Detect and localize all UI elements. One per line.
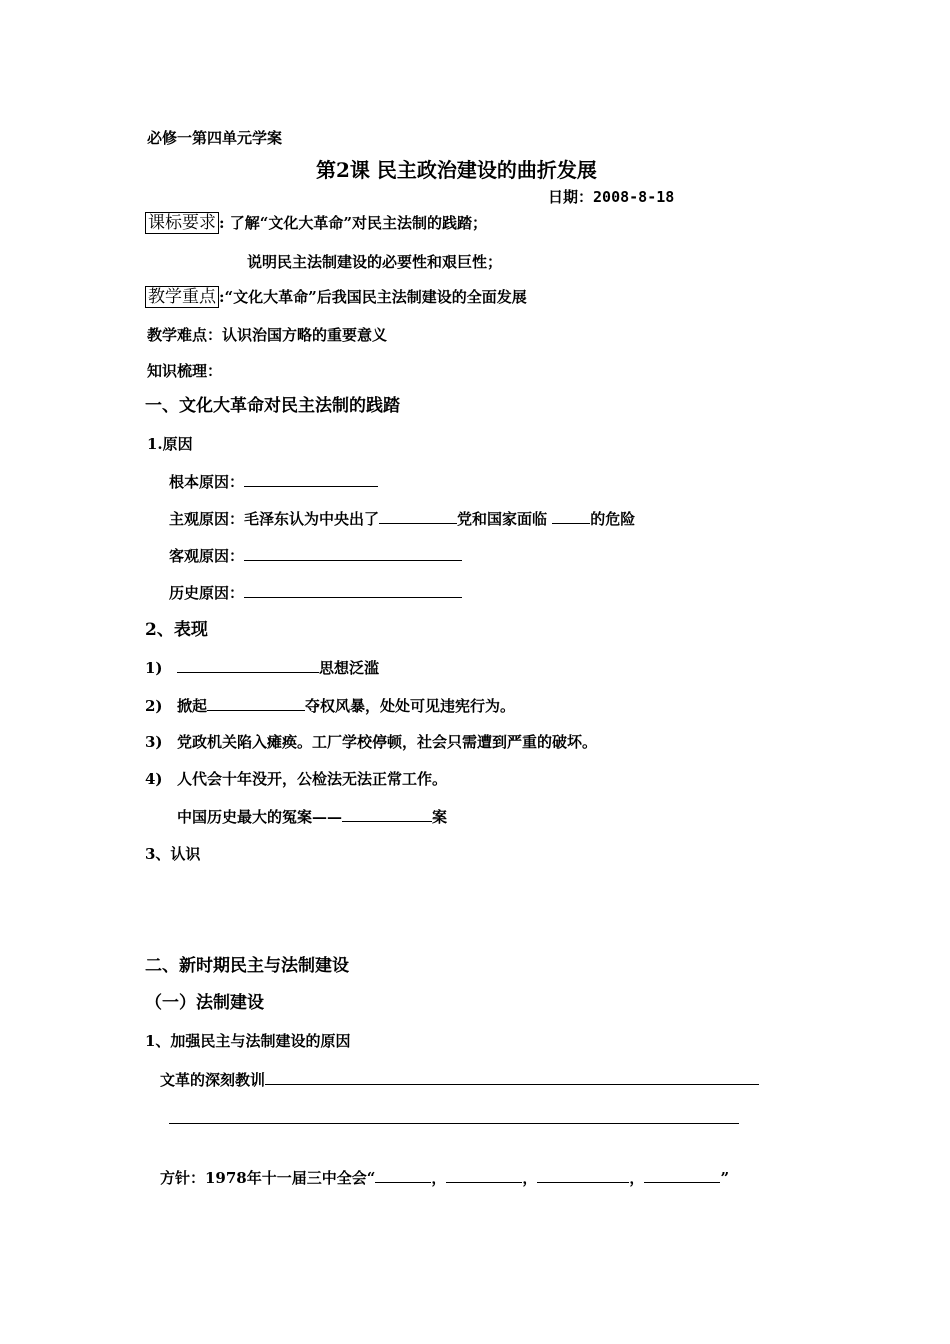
list-item-1-num: 1) (145, 659, 163, 677)
case-blank[interactable] (342, 806, 432, 822)
case-text-a: 中国历史最大的冤案—— (177, 808, 343, 826)
lesson-blank-2[interactable] (169, 1123, 739, 1124)
policy-comma-3: ， (629, 1169, 645, 1187)
list-item-1-after: 思想泛滥 (319, 659, 380, 677)
policy-blank-4[interactable] (644, 1167, 720, 1183)
list-item-3-text: 党政机关陷入瘫痪。工厂学校停顿，社会只需遭到严重的破坏。 (177, 733, 598, 751)
root-cause-line (169, 471, 378, 492)
unit-header: 必修一第四单元学案 (147, 129, 283, 147)
lesson-line (160, 1069, 759, 1090)
requirements-line-1 (145, 213, 487, 233)
list-item-1 (145, 657, 379, 678)
policy-text: 方针：1978年十一届三中全会“ (160, 1169, 376, 1187)
list-item-2-num: 2) (145, 697, 163, 715)
list-item-2-blank[interactable] (207, 695, 305, 711)
case-text-b: 案 (432, 808, 448, 826)
section1-sub2: 2、表现 (145, 620, 208, 640)
subjective-cause-text-b: 党和国家面临 (457, 510, 553, 528)
historical-cause-blank[interactable] (244, 582, 462, 598)
list-item-4-num: 4) (145, 770, 163, 788)
section1-sub3: 3、认识 (145, 845, 201, 863)
page-title: 第2课 民主政治建设的曲折发展 (316, 158, 597, 182)
objective-cause-blank[interactable] (244, 545, 462, 561)
policy-blank-1[interactable] (375, 1167, 431, 1183)
objective-cause-label: 客观原因： (169, 547, 245, 565)
policy-blank-3[interactable] (537, 1167, 629, 1183)
policy-line (160, 1167, 729, 1188)
difficulty-line: 教学难点：认识治国方略的重要意义 (147, 326, 388, 344)
subjective-blank-1[interactable] (379, 508, 457, 524)
date-label: 日期： (548, 188, 594, 206)
objective-cause-line (169, 545, 462, 566)
subjective-blank-2[interactable] (552, 508, 590, 524)
key-point-text: :“文化大革命”后我国民主法制建设的全面发展 (219, 288, 527, 306)
requirements-label: 课标要求 (145, 212, 219, 234)
historical-cause-label: 历史原因： (169, 584, 245, 602)
date-value: 2008-8-18 (593, 188, 675, 206)
requirements-text-1: : 了解“文化大革命”对民主法制的践踏； (219, 214, 488, 232)
section2-heading: 二、新时期民主与法制建设 (145, 956, 349, 976)
lesson-blank-1[interactable] (265, 1069, 759, 1085)
policy-comma-1: ， (431, 1169, 447, 1187)
list-item-3 (145, 732, 597, 752)
policy-blank-2[interactable] (446, 1167, 522, 1183)
subjective-cause-line (169, 508, 635, 529)
list-item-4-text: 人代会十年没开，公检法无法正常工作。 (177, 770, 448, 788)
key-point-label: 教学重点 (145, 286, 219, 308)
date-line (548, 187, 674, 207)
policy-comma-2: ， (522, 1169, 538, 1187)
section1-heading: 一、文化大革命对民主法制的践踏 (145, 396, 400, 416)
policy-quote-end: ” (720, 1169, 730, 1187)
section2-sub1: 1、加强民主与法制建设的原因 (145, 1032, 351, 1050)
lesson-label: 文革的深刻教训 (160, 1071, 266, 1089)
list-item-2-before: 掀起 (177, 697, 208, 715)
list-item-4 (145, 769, 447, 789)
knowledge-label: 知识梳理： (147, 362, 223, 380)
historical-cause-line (169, 582, 462, 603)
requirements-line-2: 说明民主法制建设的必要性和艰巨性； (247, 253, 503, 271)
subjective-cause-text-a: 主观原因：毛泽东认为中央出了 (169, 510, 380, 528)
subjective-cause-text-c: 的危险 (590, 510, 636, 528)
list-item-2 (145, 695, 515, 716)
case-line (177, 806, 447, 827)
list-item-2-after: 夺权风暴，处处可见违宪行为。 (305, 697, 516, 715)
section1-sub1: 1.原因 (147, 435, 193, 453)
root-cause-label: 根本原因： (169, 473, 245, 491)
root-cause-blank[interactable] (244, 471, 378, 487)
list-item-3-num: 3) (145, 733, 163, 751)
key-point-line (145, 287, 527, 307)
list-item-1-blank[interactable] (177, 657, 319, 673)
section2-sub-heading: （一）法制建设 (145, 993, 264, 1013)
